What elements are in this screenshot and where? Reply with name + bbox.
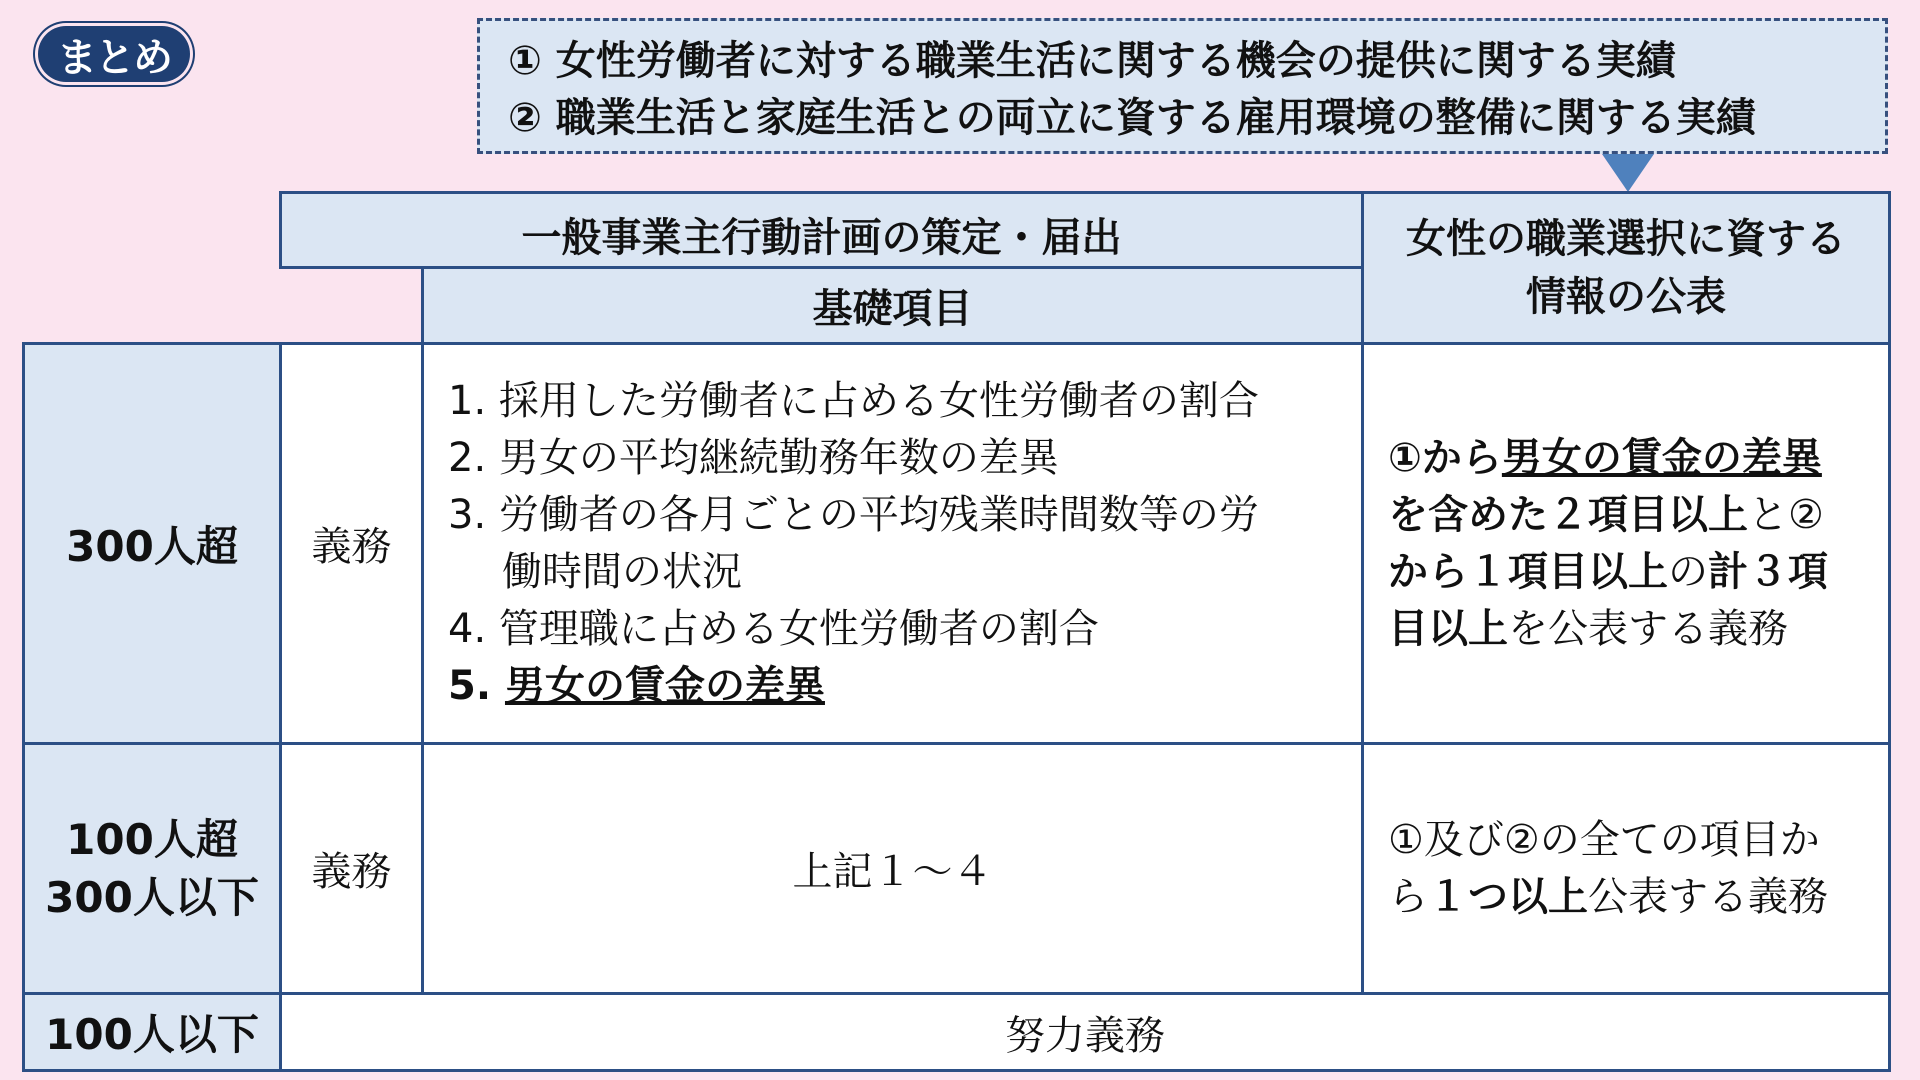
- disclosure-line: ①及び②の全ての項目か: [1388, 816, 1820, 863]
- text-segment: を公表する義務: [1508, 605, 1788, 652]
- text-segment: から: [1388, 548, 1468, 595]
- text-segment: 目以上: [1388, 605, 1508, 652]
- header-disclosure-line-1: 女性の職業選択に資する: [1406, 216, 1846, 262]
- row2-basic: [421, 742, 1364, 995]
- list-item-continuation: 働時間の状況: [502, 549, 742, 595]
- list-item: 1. 採用した労働者に占める女性労働者の割合: [448, 378, 1259, 424]
- row1-obligation-label: 義務: [311, 524, 392, 570]
- row3-size: [22, 992, 282, 1072]
- row2-obligation-label: 義務: [311, 849, 392, 895]
- text-segment: の: [1668, 548, 1708, 595]
- item5-text: 男女の賃金の差異: [504, 663, 825, 709]
- header-disclosure-line-2: 情報の公表: [1526, 274, 1726, 320]
- text-segment: 男女の賃金の差異: [1501, 434, 1822, 481]
- text-segment: 計３項: [1708, 548, 1828, 595]
- list-item: 2. 男女の平均継続勤務年数の差異: [448, 435, 1059, 481]
- header-basic: [421, 266, 1364, 345]
- criteria-line-2: ② 職業生活と家庭生活との両立に資する雇用環境の整備に関する実績: [508, 95, 1756, 141]
- down-arrow-icon: [1602, 154, 1654, 192]
- disclosure-line: [1388, 869, 1828, 926]
- row1-size: [22, 342, 282, 745]
- text-segment: １つ以上: [1428, 873, 1588, 920]
- text-segment: １項目以上: [1468, 548, 1668, 595]
- row2-obligation: [279, 742, 424, 995]
- row2-size-line-2: 300人以下: [45, 872, 259, 922]
- row2-basic-label: 上記１～４: [792, 849, 993, 895]
- row1-disclosure: [1361, 342, 1891, 745]
- header-plan-label: 一般事業主行動計画の策定・届出: [521, 215, 1122, 261]
- text-segment: と②: [1748, 491, 1824, 538]
- text-segment: ①から: [1388, 434, 1502, 481]
- row3-obligation: [279, 992, 1891, 1072]
- header-basic-label: 基礎項目: [812, 286, 973, 332]
- row3-obligation-label: 努力義務: [1005, 1012, 1165, 1059]
- disclosure-line: [1388, 544, 1828, 601]
- text-segment: を含めた２項目以上: [1388, 491, 1748, 538]
- summary-badge: まとめ: [38, 26, 190, 82]
- row1-size-label: 300人超: [66, 521, 238, 571]
- item5-number: 5.: [448, 663, 492, 709]
- criteria-note: [477, 18, 1888, 154]
- row2-disclosure: [1361, 742, 1891, 995]
- row1-obligation: [279, 342, 424, 745]
- disclosure-line: [1388, 430, 1828, 487]
- list-item-highlight: [448, 658, 1259, 715]
- row2-size-line-1: 100人超: [66, 814, 238, 864]
- row2-size: [22, 742, 282, 995]
- text-segment: 公表する義務: [1588, 873, 1828, 920]
- list-item: 4. 管理職に占める女性労働者の割合: [448, 606, 1099, 652]
- row1-basic-items: [421, 342, 1364, 745]
- list-item: 3. 労働者の各月ごとの平均残業時間数等の労: [448, 492, 1259, 538]
- header-plan: [279, 191, 1364, 269]
- disclosure-line: [1388, 601, 1828, 658]
- row3-size-label: 100人以下: [45, 1010, 259, 1059]
- disclosure-line: [1388, 487, 1828, 544]
- text-segment: ら: [1388, 873, 1428, 920]
- criteria-line-1: ① 女性労働者に対する職業生活に関する機会の提供に関する実績: [508, 38, 1676, 84]
- header-disclosure: [1361, 191, 1891, 345]
